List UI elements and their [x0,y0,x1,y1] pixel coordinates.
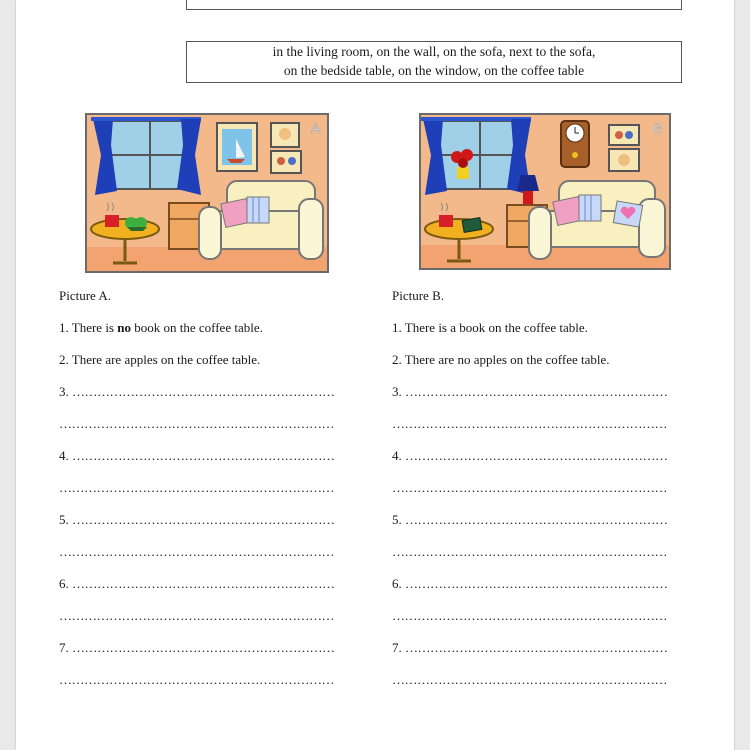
word-box-objects [186,0,682,10]
answer-line-7b[interactable]: ………………………………………………………… [59,672,334,687]
painting-family-icon [609,125,639,145]
sentence-1 [59,320,263,336]
answer-line-6[interactable] [392,576,668,592]
cushion-striped-icon [247,197,269,223]
painting-family-icon [271,151,301,173]
blank-line: ……………………………………………………… [405,384,668,399]
blank-line: ……………………………………………………… [405,640,668,655]
column-heading: Picture A. [59,288,111,303]
sentence-2: 2. There are no apples on the coffee table. [392,352,610,367]
answer-line-4b[interactable]: ………………………………………………………… [59,480,334,495]
living-room-illustration-b [421,115,669,268]
answer-line-5[interactable] [392,512,668,528]
answer-line-7[interactable] [59,640,335,656]
coffee-table-icon [91,219,159,239]
word-box-places-line-1: in the living room, on the wall, on the sofa, next to the sofa, [272,44,596,59]
sentence-1-end: book on the coffee table. [130,320,263,335]
answer-line-7[interactable] [392,640,668,656]
blank-line: ……………………………………………………… [72,512,335,527]
column-heading: Picture B. [392,288,444,303]
vase-icon [457,167,469,179]
item-number: 5. [392,512,402,527]
item-number: 7. [392,640,402,655]
word-box-places [186,41,682,83]
worksheet-page [16,0,734,750]
cushion-striped-icon [579,195,601,221]
blank-line: ……………………………………………………… [405,512,668,527]
living-room-illustration-a [87,115,327,271]
answer-line-5b[interactable]: ………………………………………………………… [392,544,667,559]
item-number: 6. [392,576,402,591]
answer-line-6b[interactable]: ………………………………………………………… [59,608,334,623]
book-icon [462,218,482,233]
picture-b [419,113,671,270]
sentence-1: 1. There is a book on the coffee table. [392,320,588,335]
item-number: 6. [59,576,69,591]
answer-line-4[interactable] [59,448,335,464]
blank-line: ……………………………………………………… [405,448,668,463]
sentence-1-start: 1. There is [59,320,118,335]
word-box-objects-text [187,0,681,2]
picture-label: B [653,120,663,136]
answer-line-3b[interactable]: ………………………………………………………… [392,416,667,431]
answer-line-6b[interactable]: ………………………………………………………… [392,608,667,623]
item-number: 7. [59,640,69,655]
item-number: 5. [59,512,69,527]
item-number: 4. [59,448,69,463]
answer-line-7b[interactable]: ………………………………………………………… [392,672,667,687]
answer-line-5b[interactable]: ………………………………………………………… [59,544,334,559]
blank-line: ……………………………………………………… [72,640,335,655]
answer-line-5[interactable] [59,512,335,528]
blank-line: ……………………………………………………… [405,576,668,591]
answer-line-4b[interactable]: ………………………………………………………… [392,480,667,495]
answer-line-3[interactable] [392,384,668,400]
sentence-2: 2. There are apples on the coffee table. [59,352,261,367]
item-number: 3. [392,384,402,399]
cup-icon [105,215,119,227]
blank-line: ……………………………………………………… [72,384,335,399]
item-number: 4. [392,448,402,463]
answer-line-4[interactable] [392,448,668,464]
blank-line: ……………………………………………………… [72,448,335,463]
answer-line-3[interactable] [59,384,335,400]
word-box-places-line-2: on the bedside table, on the window, on the coffee table [283,63,585,78]
item-number: 3. [59,384,69,399]
answer-line-3b[interactable]: ………………………………………………………… [59,416,334,431]
sentence-1-bold-word: no [117,320,131,335]
coffee-table-icon [425,219,493,239]
answer-line-6[interactable] [59,576,335,592]
picture-a [85,113,329,273]
picture-label: A [311,120,321,136]
blank-line: ……………………………………………………… [72,576,335,591]
cup-icon [439,215,453,227]
